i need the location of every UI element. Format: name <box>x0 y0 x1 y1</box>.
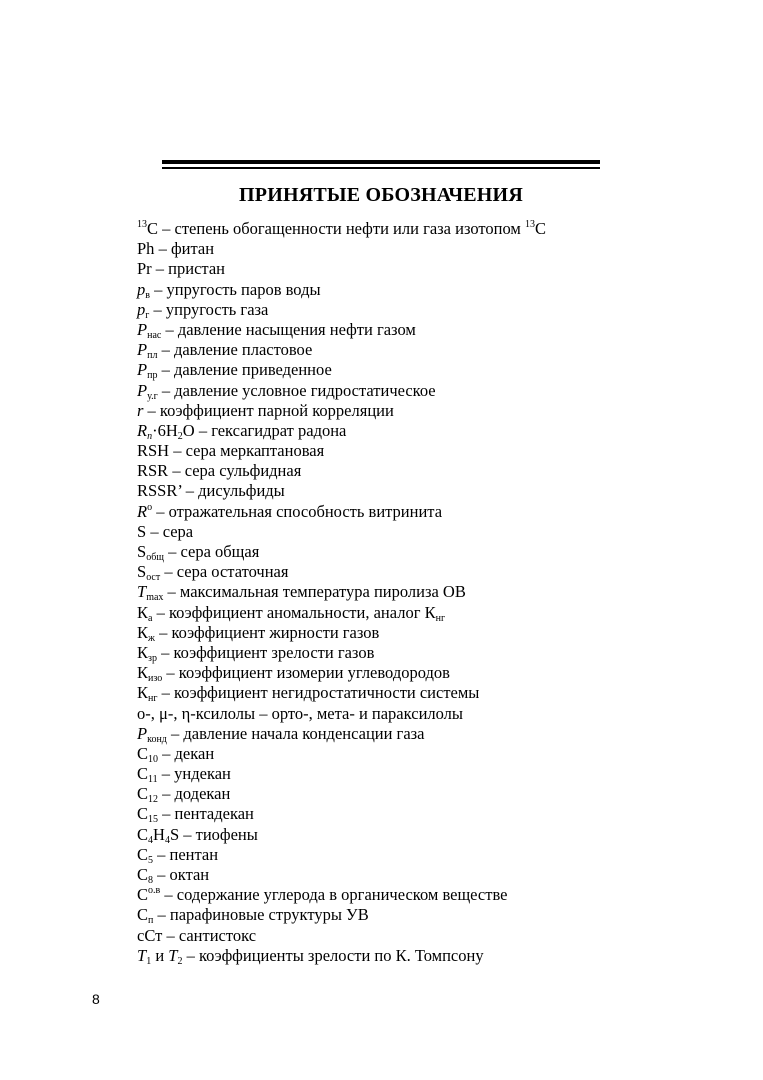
notation-description: – коэффициент жирности газов <box>154 622 380 642</box>
notation-description: – коэффициент зрелости газов <box>156 642 375 662</box>
notation-subscript: 12 <box>148 794 159 806</box>
notation-description: – парафиновые структуры УВ <box>153 905 369 925</box>
notation-entry-rsr <box>137 461 607 481</box>
notation-subscript: у.г <box>147 390 158 402</box>
notation-subscript: ост <box>146 572 161 584</box>
notation-entry-c11 <box>137 764 607 784</box>
notation-subscript: 15 <box>148 814 159 826</box>
notation-entry-radon-hexahydrate <box>137 421 607 441</box>
notation-description: – сера <box>146 521 194 541</box>
notation-superscript: o <box>147 501 153 513</box>
notation-description: – додекан <box>158 784 231 804</box>
notation-description: – содержание углерода в органическом веществе <box>160 885 508 905</box>
notation-description: – орто-, мета- и параксилолы <box>255 703 463 723</box>
notation-entry-ppl <box>137 340 607 360</box>
notation-subscript: г <box>145 309 150 321</box>
notation-description: – давление приведенное <box>157 360 332 380</box>
notation-entry-c12 <box>137 784 607 804</box>
notation-subscript: 8 <box>148 875 154 886</box>
notation-symbol: P <box>137 723 148 743</box>
notation-description: – сера общая <box>163 542 260 561</box>
notation-entry-pnas <box>137 320 607 340</box>
notation-subscript: изо <box>148 673 163 685</box>
notation-description: – давление начала конденсации газа <box>166 723 425 743</box>
notation-description: – тиофены <box>179 824 258 844</box>
notation-description: – максимальная температура пиролиза ОВ <box>163 582 466 602</box>
notation-description: – сера сульфидная <box>168 461 302 481</box>
notation-description: – упругость газа <box>149 299 269 319</box>
notation-entry-s-obsch <box>137 542 607 562</box>
notation-symbol: p <box>137 299 146 319</box>
notation-subscript: зр <box>148 652 157 664</box>
notation-subscript: нг <box>148 693 158 705</box>
notation-entry-kng <box>137 683 607 703</box>
notation-subscript: n <box>147 430 153 442</box>
notation-description: – пентадекан <box>158 804 254 824</box>
notation-symbol: сСт <box>137 925 163 945</box>
notation-symbol: R <box>137 420 148 440</box>
notation-subscript: 1 <box>146 955 152 967</box>
notation-entry-rsh <box>137 441 607 461</box>
notation-symbol: К <box>137 683 149 703</box>
header-rule-thick <box>162 160 600 164</box>
notation-symbol: RSH <box>137 441 170 461</box>
notation-description: – коэффициенты зрелости по К. Томпсону <box>182 945 484 965</box>
notation-subscript: пр <box>147 370 158 382</box>
notation-subscript: общ <box>146 552 164 563</box>
notation-symbol: К <box>137 642 149 662</box>
notation-description: – ундекан <box>157 764 231 784</box>
notation-entry-s-ost <box>137 562 607 582</box>
notation-tail: S <box>169 824 180 844</box>
notation-formula-mid: H <box>153 824 165 844</box>
notation-symbol: RSSR’ <box>137 481 182 501</box>
notation-entry-pug <box>137 381 607 401</box>
notation-description: – коэффициент парной корреляции <box>143 400 394 420</box>
isotope-superscript: 13 <box>137 219 147 230</box>
notation-entry-pkond <box>137 724 607 744</box>
notation-symbol: R <box>137 501 148 521</box>
page-title: ПРИНЯТЫЕ ОБОЗНАЧЕНИЯ <box>239 184 523 206</box>
notation-entry-thiophenes <box>137 825 607 845</box>
notation-entry-ppr <box>137 360 607 380</box>
notation-symbol: C <box>137 743 149 763</box>
notation-description: – отражательная способность витринита <box>152 501 443 521</box>
notation-entry-c15 <box>137 804 607 824</box>
notation-symbol: RSR <box>137 461 169 481</box>
notation-description: – гексагидрат радона <box>194 420 347 440</box>
notation-subscript: нг <box>435 612 446 624</box>
notation-symbol: C <box>147 219 159 238</box>
page-number: 8 <box>92 991 100 1007</box>
notation-symbol: S <box>137 542 147 561</box>
notation-entry-c8 <box>137 865 607 885</box>
notation-entry-xylenes <box>137 704 607 724</box>
notation-description: – октан <box>153 865 210 884</box>
notation-description: – коэффициент негидростатичности системы <box>157 683 480 703</box>
notation-subscript: пл <box>147 350 158 362</box>
notation-subscript: а <box>148 612 153 624</box>
notation-description: – сера меркаптановая <box>169 441 325 461</box>
notation-entry-ph <box>137 239 607 259</box>
notation-symbol: S <box>137 562 147 582</box>
notation-symbol: C <box>137 885 149 905</box>
notation-entry-s <box>137 522 607 542</box>
notation-symbol: C <box>137 905 149 925</box>
notation-symbol: C <box>137 844 149 864</box>
notation-entry-cov <box>137 885 607 905</box>
notation-description: – декан <box>158 743 215 763</box>
notation-symbol: К <box>137 622 149 642</box>
notation-description: – давление насыщения нефти газом <box>161 319 416 339</box>
notation-entry-cp <box>137 905 607 925</box>
notation-description: – сера остаточная <box>160 562 289 582</box>
notation-subscript: нас <box>147 329 162 341</box>
header-rule-thin <box>162 167 600 169</box>
notation-entry-pv <box>137 280 607 300</box>
notation-tail: C <box>534 219 546 238</box>
notation-list <box>137 219 607 966</box>
notation-symbol: P <box>137 340 148 360</box>
notation-entry-kzh <box>137 623 607 643</box>
notation-symbol: o-, μ-, η-ксилолы <box>137 703 256 723</box>
notation-entry-kzr <box>137 643 607 663</box>
notation-description: – коэффициент изомерии углеводородов <box>162 663 450 683</box>
notation-symbol: p <box>137 279 146 299</box>
notation-description: – степень обогащенности нефти или газа изотопом <box>158 219 525 238</box>
notation-subscript: 5 <box>148 854 154 866</box>
notation-tail: O <box>182 420 195 440</box>
notation-description: – пристан <box>151 259 225 279</box>
notation-entry-tmax <box>137 582 607 602</box>
notation-entry-kizo <box>137 663 607 683</box>
notation-subscript: 2 <box>177 955 183 967</box>
notation-symbol: P <box>137 319 148 339</box>
notation-superscript: о.в <box>148 885 161 897</box>
notation-symbol: C <box>137 784 149 804</box>
notation-entry-ro <box>137 502 607 522</box>
notation-description: – сантистокс <box>162 925 257 945</box>
notation-symbol: T <box>137 582 147 602</box>
notation-description: – коэффициент аномальности, аналог К <box>152 602 436 622</box>
notation-entry-c5 <box>137 845 607 865</box>
notation-description: – фитан <box>154 239 215 259</box>
notation-entry-13c <box>137 219 607 239</box>
notation-symbol: Ph <box>137 239 155 259</box>
notation-entry-rssr <box>137 481 607 501</box>
notation-description: – упругость паров воды <box>149 279 321 299</box>
notation-symbol: К <box>137 602 149 622</box>
notation-subscript: 10 <box>148 753 159 765</box>
notation-subscript: конд <box>147 733 167 745</box>
notation-formula-mid: и <box>151 945 169 965</box>
notation-subscript: в <box>145 289 150 301</box>
notation-symbol: Pr <box>137 259 152 279</box>
notation-symbol: К <box>137 663 149 683</box>
notation-subscript: п <box>148 915 154 927</box>
notation-subscript: max <box>146 592 164 604</box>
notation-symbol: T <box>137 945 147 965</box>
notation-subscript: 4 <box>164 834 170 846</box>
notation-symbol: C <box>137 824 149 844</box>
notation-subscript: ж <box>148 632 155 644</box>
notation-entry-r <box>137 401 607 421</box>
notation-description: – давление пластовое <box>157 340 313 360</box>
notation-symbol: C <box>137 804 149 824</box>
notation-symbol: r <box>137 400 144 420</box>
notation-subscript: 11 <box>148 774 158 786</box>
notation-symbol: P <box>137 360 148 380</box>
notation-symbol: C <box>137 764 149 784</box>
notation-symbol: S <box>137 521 147 541</box>
notation-description: – дисульфиды <box>181 481 285 501</box>
isotope-superscript: 13 <box>524 219 535 230</box>
notation-description: – пентан <box>153 844 219 864</box>
notation-description: – давление условное гидростатическое <box>157 380 436 400</box>
notation-formula-mid: ·6H <box>152 420 178 440</box>
notation-symbol: P <box>137 380 148 400</box>
notation-subscript: 2 <box>177 430 183 442</box>
notation-entry-pg <box>137 300 607 320</box>
notation-entry-cst <box>137 926 607 946</box>
notation-symbol: C <box>137 865 149 884</box>
notation-subscript: 4 <box>148 834 154 846</box>
notation-entry-c10 <box>137 744 607 764</box>
notation-entry-t1-t2 <box>137 946 607 966</box>
notation-symbol: T <box>168 945 178 965</box>
notation-entry-pr <box>137 259 607 279</box>
notation-entry-ka <box>137 603 607 623</box>
